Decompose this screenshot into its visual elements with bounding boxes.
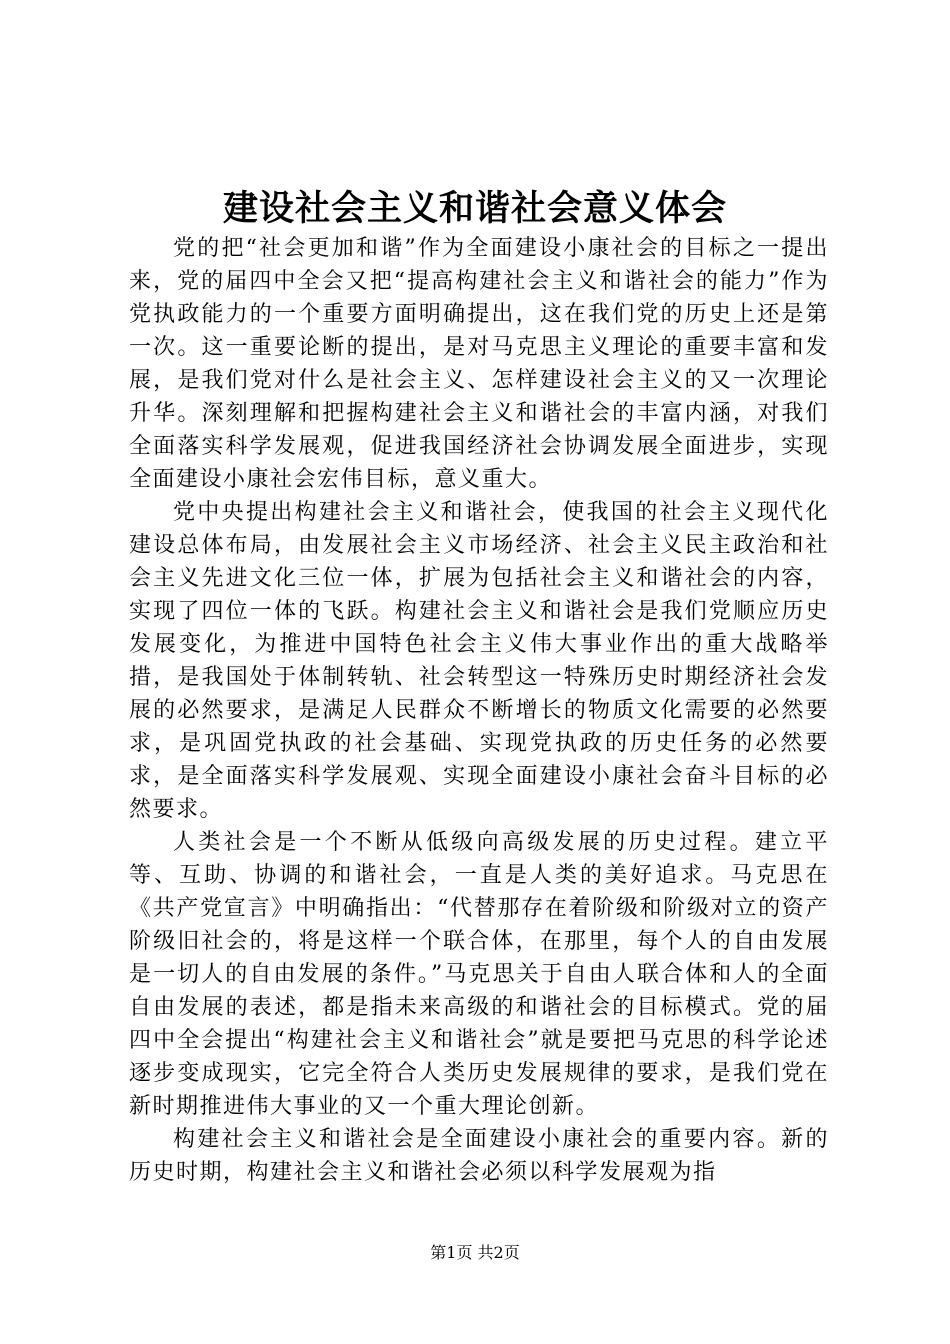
document-body — [129, 232, 829, 1189]
paragraph-4: 构建社会主义和谐社会是全面建设小康社会的重要内容。新的历史时期，构建社会主义和谐社会必须以科学发展观为指 — [129, 1127, 829, 1185]
paragraph-3: 人类社会是一个不断从低级向高级发展的历史过程。建立平等、互助、协调的和谐社会，一直是人类的美好追求。马克思在《共产党宣言》中明确指出：“代替那存在着阶级和阶级对立的资产阶级旧社会的，将是这样一个联合体，在那里，每个人的自由发展是一切人的自由发展的条件。”马克思关于自由人联合体和人的全面自由发展的表述，都是指未来高级的和谐社会的目标模式。党的届四中全会提出“构建社会主义和谐社会”就是要把马克思的科学论述逐步变成现实，它完全符合人类历史发展规律的要求，是我们党在新时期推进伟大事业的又一个重大理论创新。 — [129, 830, 829, 1119]
document-title: 建设社会主义和谐社会意义体会 — [222, 189, 727, 229]
paragraph-2: 党中央提出构建社会主义和谐社会，使我国的社会主义现代化建设总体布局，由发展社会主义市场经济、社会主义民主政治和社会主义先进文化三位一体，扩展为包括社会主义和谐社会的内容，实现了四位一体的飞跃。构建社会主义和谐社会是我们党顺应历史发展变化，为推进中国特色社会主义伟大事业作出的重大战略举措，是我国处于体制转轨、社会转型这一特殊历史时期经济社会发展的必然要求，是满足人民群众不断增长的物质文化需要的必然要求，是巩固党执政的社会基础、实现党执政的历史任务的必然要求，是全面落实科学发展观、实现全面建设小康社会奋斗目标的必然要求。 — [129, 500, 829, 822]
paragraph-1: 党的把“社会更加和谐”作为全面建设小康社会的目标之一提出来，党的届四中全会又把“提高构建社会主义和谐社会的能力”作为党执政能力的一个重要方面明确提出，这在我们党的历史上还是第一次。这一重要论断的提出，是对马克思主义理论的重要丰富和发展，是我们党对什么是社会主义、怎样建设社会主义的又一次理论升华。深刻理解和把握构建社会主义和谐社会的丰富内涵，对我们全面落实科学发展观，促进我国经济社会协调发展全面进步，实现全面建设小康社会宏伟目标，意义重大。 — [129, 236, 829, 492]
page-number-footer: 第1页 共2页 — [430, 1243, 520, 1262]
